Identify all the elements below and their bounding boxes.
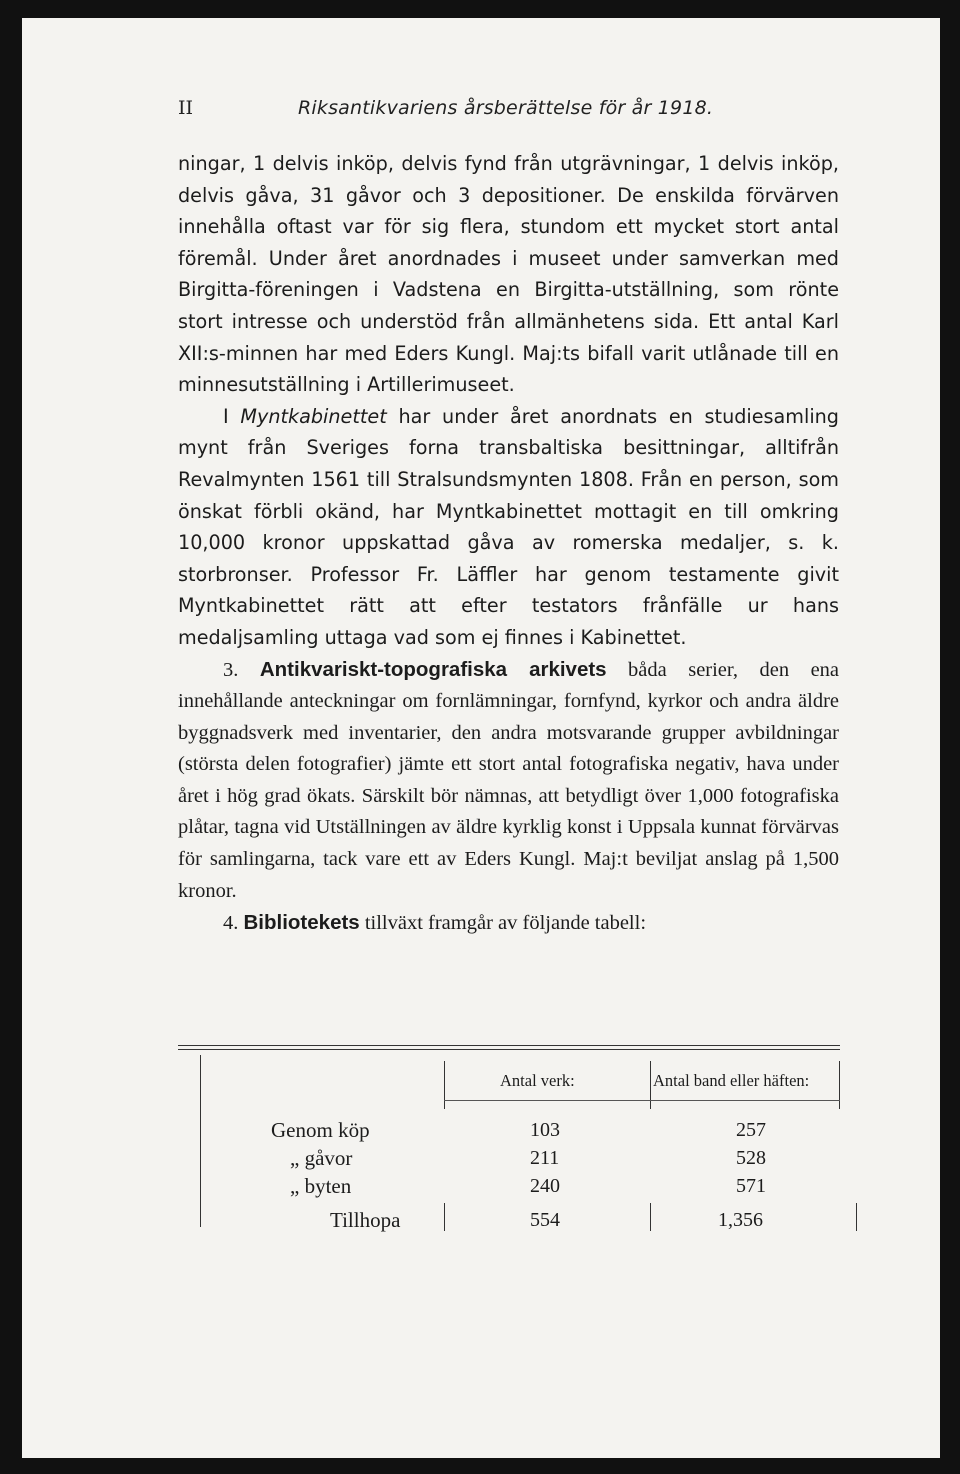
paragraph-2-prefix: I <box>223 404 241 428</box>
paragraph-1-text: ningar, 1 delvis inköp, delvis fynd från utgrävningar, 1 delvis inköp, delvis gåva, 31 gåvor och 3 depositioner. De enskilda förvärven innehålla oftast var för sig flera, stundom ett mycket stort antal föremål. Under året anordnades i museet under samverkan med Birgitta-föreningen i Vadstena en Birgitta-utställning, som rönte stort intresse och understöd från allmänhetens sida. Ett antal Karl XII:s-minnen har med Eders Kungl. Maj:ts bifall varit utlånade till en minnesutställning i Artillerimuseet. <box>178 152 839 397</box>
paragraph-3-number: 3. <box>223 658 260 681</box>
table-vline-col1-top <box>444 1061 445 1109</box>
total-label: Tillhopa <box>330 1208 401 1232</box>
row-band: 528 <box>736 1147 766 1169</box>
row-band: 257 <box>736 1119 766 1141</box>
table-vline-left <box>200 1055 201 1227</box>
col-header-verk: Antal verk: <box>500 1071 575 1090</box>
table-vline-right-top <box>839 1061 840 1109</box>
table-vline-right-bottom <box>856 1203 857 1231</box>
row-verk: 103 <box>530 1119 560 1141</box>
col-header-band: Antal band eller häften: <box>653 1071 810 1090</box>
body-text <box>178 148 839 940</box>
paragraph-3-bold: Antikvariskt-topografiska arkivets <box>259 657 607 681</box>
row-verk: 240 <box>530 1175 560 1197</box>
table-vline-col2-bottom <box>650 1203 651 1231</box>
row-label: Genom köp <box>271 1118 370 1142</box>
row-verk: 211 <box>530 1147 560 1169</box>
paragraph-4 <box>178 907 839 940</box>
paragraph-1 <box>178 148 839 401</box>
table-vline-col1-bottom <box>444 1203 445 1231</box>
paragraph-4-bold: Bibliotekets <box>243 911 360 935</box>
paragraph-3 <box>178 654 839 908</box>
row-band: 571 <box>736 1175 766 1197</box>
paragraph-2 <box>178 401 839 654</box>
table-header-rule <box>444 1100 840 1101</box>
page-number: II <box>178 97 194 119</box>
row-label: „ byten <box>290 1174 352 1198</box>
table-top-rule-2 <box>178 1049 840 1050</box>
paragraph-2-text: har under året anordnats en studiesamling mynt från Sveriges forna transbaltiska besittningar, alltifrån Revalmynten 1561 till Stralsundsmynten 1808. Från en person, som önskat förbli okänd, har Myntkabinettet mottagit en till omkring 10,000 kronor uppskattad gåva av romerska medaljer, s. k. storbronser. Professor Fr. Läffler har genom testamente givit Myntkabinettet rätt att efter testators frånfälle ur hans medaljsamling uttaga vad som ej finnes i Kabinettet. <box>178 404 839 649</box>
table-top-rule <box>178 1045 840 1046</box>
running-title: Riksantikvariens årsberättelse för år 1918. <box>298 97 714 119</box>
paragraph-4-number: 4. <box>223 912 244 935</box>
paragraph-4-text: tillväxt framgår av följande tabell: <box>359 912 647 935</box>
table-vline-col2-top <box>650 1061 651 1109</box>
total-band: 1,356 <box>718 1209 763 1231</box>
paragraph-3-text: båda serier, den ena innehållande anteckningar om fornlämningar, fornfynd, kyrkor och andra äldre byggnadsverk med inventarier, den andra motsvarande grupper avbildningar (största delen fotografier) jämte ett stort antal fotografiska negativ, hava under året i hög grad ökats. Särskilt bör nämnas, att betydligt över 1,000 fotografiska plåtar, tagna vid Utställningen av äldre kyrklig konst i Uppsala kunnat förvärvas för samlingarna, tack vare ett av Eders Kungl. Maj:t beviljat anslag på 1,500 kronor. <box>178 658 840 902</box>
paragraph-2-italic: Myntkabinettet <box>240 404 387 428</box>
total-verk: 554 <box>530 1209 560 1231</box>
row-label: „ gåvor <box>290 1146 353 1170</box>
